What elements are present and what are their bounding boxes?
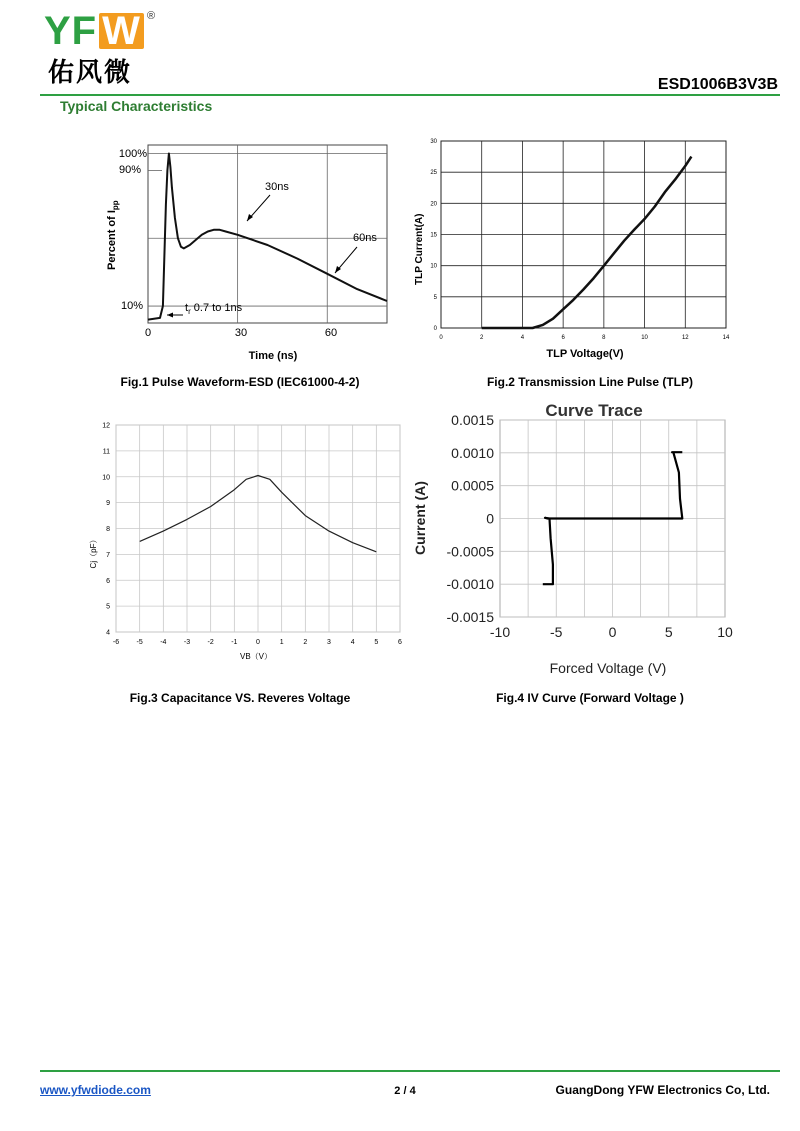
fig3-xtick: -5 — [136, 639, 143, 646]
fig3-caption: Fig.3 Capacitance VS. Reveres Voltage — [129, 691, 351, 705]
logo-text: YF — [44, 9, 98, 53]
fig3-ytick: 5 — [106, 603, 110, 611]
registered-mark: ® — [147, 10, 156, 22]
fig4-ytick: -0.0005 — [446, 543, 494, 560]
fig1-ytick: 10% — [120, 300, 143, 312]
fig3-xtick: 0 — [256, 639, 260, 646]
fig2-caption: Fig.2 Transmission Line Pulse (TLP) — [486, 375, 694, 389]
fig4-xtick: 0 — [608, 624, 617, 640]
fig4-xtick: -10 — [489, 624, 511, 640]
logo-chinese-name: 佑风微 — [48, 58, 133, 88]
fig1-grid — [148, 145, 387, 323]
fig4-ytick: 0 — [486, 510, 494, 527]
website-link[interactable]: www.yfwdiode.com — [40, 1083, 151, 1097]
fig2-xtick: 8 — [602, 335, 606, 341]
fig1-caption: Fig.1 Pulse Waveform-ESD (IEC61000-4-2) — [120, 375, 360, 389]
fig3-ytick: 12 — [102, 422, 110, 430]
fig4-caption: Fig.4 IV Curve (Forward Voltage ) — [496, 691, 684, 705]
fig4-xtick: 10 — [717, 624, 733, 640]
fig2-chart — [408, 135, 738, 367]
fig2-xtick: 4 — [520, 335, 525, 341]
fig1-chart — [95, 135, 400, 370]
fig1-annotation-60ns: 60ns — [353, 232, 377, 244]
fig2-xtick: 12 — [681, 335, 689, 341]
fig3-ylabel: Cj（pF） — [89, 535, 98, 569]
fig4-ytick: -0.0010 — [446, 576, 494, 593]
fig2-xlabel: TLP Voltage(V) — [546, 348, 624, 360]
page-number: 2 / 4 — [394, 1085, 416, 1097]
fig1-ylabel: Percent of $I_{pp}$ — [106, 200, 120, 270]
fig2-ylabel: TLP Current(A) — [414, 213, 425, 285]
fig2-xtick: 10 — [641, 335, 648, 341]
fig4-title: Curve Trace — [545, 401, 643, 420]
fig2-ytick: 5 — [433, 294, 437, 301]
fig1-ytick: 90% — [118, 164, 141, 176]
fig1-annotation-30ns: 30ns — [265, 181, 289, 193]
fig3-xtick: -3 — [183, 639, 191, 646]
fig2-ytick: 30 — [430, 139, 437, 145]
fig3-ytick: 7 — [106, 551, 110, 559]
fig4-chart — [405, 398, 750, 680]
fig4-xtick: 5 — [664, 624, 673, 640]
fig4-ytick: 0.0015 — [451, 412, 494, 428]
fig4-ytick: 0.0005 — [451, 477, 494, 494]
fig1-ytick: 100% — [118, 148, 147, 160]
fig3-chart — [78, 418, 410, 665]
fig3-ytick: 11 — [102, 448, 110, 456]
fig3-xtick: 6 — [398, 639, 402, 646]
fig3-xtick: -4 — [160, 639, 167, 646]
fig3-ytick: 8 — [106, 526, 110, 533]
fig1-xlabel: Time (ns) — [248, 350, 298, 362]
header-divider — [40, 94, 780, 96]
fig4-xtick: -5 — [550, 624, 563, 640]
fig2-ytick: 20 — [430, 201, 437, 208]
fig3-grid — [116, 425, 400, 632]
fig3-xtick: -1 — [231, 639, 238, 646]
fig3-xtick: 4 — [350, 639, 355, 646]
logo-mark: W — [99, 13, 144, 49]
fig3-xtick: 2 — [303, 639, 308, 646]
fig1-xtick: 60 — [324, 327, 338, 339]
fig4-ytick: 0.0010 — [451, 444, 494, 461]
fig4-xlabel: Forced Voltage (V) — [549, 660, 667, 676]
fig2-ytick: 0 — [433, 326, 437, 332]
fig2-ytick: 15 — [430, 232, 437, 239]
fig1-series-line — [148, 154, 387, 320]
fig4-ytick: -0.0015 — [446, 609, 494, 625]
fig3-xlabel: VB（V） — [239, 652, 273, 661]
fig3-xtick: 1 — [279, 639, 284, 646]
fig2-xtick: 0 — [439, 335, 443, 341]
section-title: Typical Characteristics — [60, 98, 213, 114]
fig3-ytick: 10 — [102, 474, 110, 482]
fig1-arrowhead — [167, 313, 173, 318]
fig3-ytick: 4 — [106, 629, 110, 637]
fig1-frame — [148, 145, 387, 323]
fig3-xtick: 5 — [374, 639, 379, 646]
fig1-xtick: 0 — [144, 327, 152, 339]
fig2-xtick: 14 — [722, 335, 730, 341]
fig2-xtick: 6 — [561, 335, 565, 341]
fig2-xtick: 2 — [480, 335, 484, 341]
company-logo — [44, 10, 144, 52]
fig2-ytick: 25 — [430, 170, 437, 177]
part-number: ESD1006B3V3B — [657, 76, 778, 93]
fig3-xtick: 3 — [327, 639, 331, 646]
fig4-ylabel: Current (A) — [412, 481, 428, 555]
fig2-series-line — [482, 157, 692, 328]
company-name: GuangDong YFW Electronics Co, Ltd. — [555, 1083, 770, 1097]
fig2-ytick: 10 — [430, 263, 437, 270]
footer-divider — [40, 1070, 780, 1072]
fig1-annotation-tr: $t_r$ 0.7 to 1ns — [185, 302, 243, 316]
fig3-ytick: 9 — [106, 500, 110, 508]
fig3-xtick: -6 — [112, 639, 120, 646]
fig1-xtick: 30 — [234, 327, 248, 339]
fig3-xtick: -2 — [207, 639, 214, 646]
fig3-ytick: 6 — [106, 577, 110, 585]
